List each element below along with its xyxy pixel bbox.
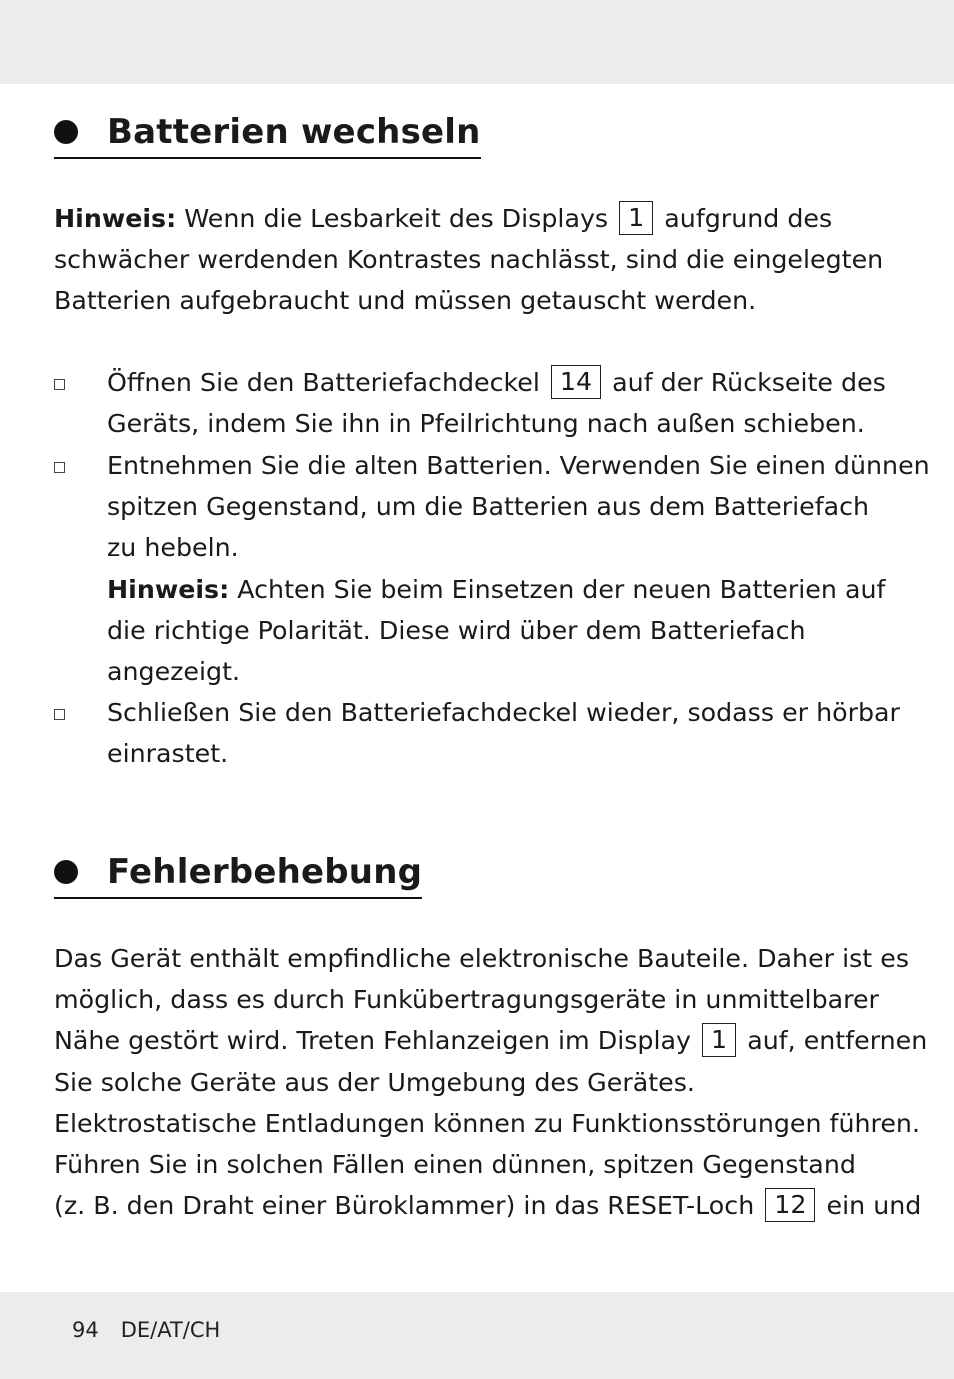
checkbox-bullet-icon [54,709,65,720]
reference-box: 12 [765,1188,815,1222]
note-paragraph: Hinweis: Wenn die Lesbarkeit des Displays 1 aufgrund des schwächer werdenden Kontrastes nachlässt, sind die eingelegten Batterien aufgebraucht und müssen getauscht werden. [54,203,884,316]
section-heading-fehlerbehebung [54,852,422,892]
section-heading-batterien [54,112,481,152]
step-remove-batteries: Entnehmen Sie die alten Batterien. Verwenden Sie einen dünnen spitzen Gegenstand, um die Batterien aus dem Batteriefach zu hebeln. Hinweis: Achten Sie beim Einsetzen der neuen Batterien auf die richtige Polarität. Diese wird über dem Batteriefach angezeigt. [107,451,930,686]
checkbox-bullet-icon [54,379,65,390]
header-band [0,0,954,84]
troubleshooting-paragraph: Das Gerät enthält empfindliche elektronische Bauteile. Daher ist es möglich, dass es durch Funkübertragungsgeräte in unmittelbarer Nähe gestört wird. Treten Fehlanzeigen im Display 1 auf, entfernen Sie solche Geräte aus der Umgebung des Gerätes. Elektrostatische Entladungen können zu Funktionsstörungen führen. Führen Sie in solchen Fällen einen dünnen, spitzen Gegenstand (z. B. den Draht einer Büroklammer) in das RESET-Loch 12 ein und [54,944,928,1221]
page-footer [72,1318,220,1342]
reference-box: 1 [702,1023,736,1057]
reference-box: 1 [619,201,653,235]
step-open-cover: Öffnen Sie den Batteriefachdeckel 14 auf der Rückseite des Geräts, indem Sie ihn in Pfeilrichtung nach außen schieben. [107,367,886,439]
step-close-cover: Schließen Sie den Batteriefachdeckel wieder, sodass er hörbar einrastet. [107,698,900,769]
reference-box: 14 [551,365,601,399]
heading-underline [54,157,481,159]
section-title: Fehlerbehebung [107,852,423,892]
checkbox-bullet-icon [54,462,65,473]
heading-underline [54,897,422,899]
note-label: Hinweis: [107,574,230,604]
bullet-dot-icon [54,120,78,144]
page-number: 94 [72,1318,99,1342]
section-title: Batterien wechseln [107,112,481,152]
language-codes: DE/AT/CH [120,1318,221,1342]
bullet-dot-icon [54,860,78,884]
note-label: Hinweis: [54,204,177,233]
